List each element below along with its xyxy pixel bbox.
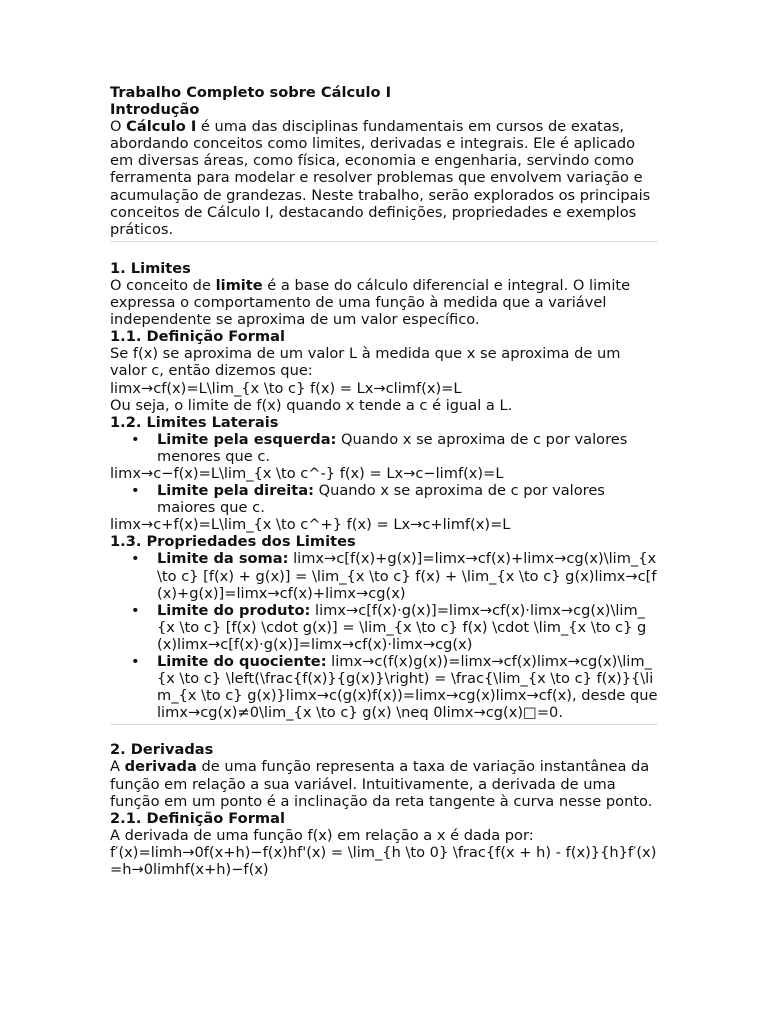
lateral-limits-list-2 bbox=[110, 482, 658, 516]
bullet-icon: • bbox=[131, 653, 140, 670]
intro-paragraph: O Cálculo I é uma das disciplinas fundamentais em cursos de exatas, abordando conceitos como limites, derivadas e integrais. Ele é aplicado em diversas áreas, como física, economia e engenharia, servindo como ferramenta para modelar e resolver problemas que envolvem variação e acumulação de grandezas. Neste trabalho, serão explorados os principais conceitos de Cálculo I, destacando definições, propriedades e exemplos práticos. bbox=[110, 118, 651, 238]
right-limit-formula: limx→c+f(x)=L\lim_{x \to c^+} f(x) = Lx→c+limf(x)=L bbox=[110, 516, 511, 534]
bullet-icon: • bbox=[131, 430, 140, 448]
section-divider bbox=[110, 724, 658, 725]
limits-formal-paragraph: Se f(x) se aproxima de um valor L à medida que x se aproxima de um valor c, então dizemos que: bbox=[110, 345, 621, 380]
list-item: • Limite da soma: limx→c[f(x)+g(x)]=limx→cf(x)+limx→cg(x)\lim_{x \to c} [f(x) + g(x)] = \lim_{x \to c} f(x) + \lim_{x \to c} g(x)limx→c[f(x)+g(x)]=limx→cf(x)+limx→cg(x) bbox=[131, 550, 657, 602]
section-divider bbox=[110, 241, 658, 242]
list-item: • Limite do quociente: limx→c(f(x)g(x))=limx→cf(x)limx→cg(x)\lim_{x \to c} \left(\frac{f(x)}{g(x)}\right) = \frac{\lim_{x \to c} f(x)}{\lim_{x \to c} g(x)}limx→c(g(x)f(x))=limx→cg(x)limx→cf(x), desde que limx→cg(x)≠0\lim_{x \to c} g(x) \neq 0limx→cg(x)□=0. bbox=[131, 653, 658, 722]
bullet-icon: • bbox=[131, 550, 140, 568]
limits-formal-heading: 1.1. Definição Formal bbox=[110, 328, 285, 346]
limits-heading: 1. Limites bbox=[110, 259, 191, 277]
derivatives-formal-formula: f′(x)=limh→0f(x+h)−f(x)hf'(x) = \lim_{h \to 0} \frac{f(x + h) - f(x)}{h}f′(x)=h→0limhf(x+h)−f(x) bbox=[110, 843, 657, 879]
list-item: • Limite pela direita: Quando x se aproxima de c por valores maiores que c. bbox=[131, 482, 605, 517]
document-title: Trabalho Completo sobre Cálculo I bbox=[110, 84, 392, 101]
limits-paragraph: O conceito de limite é a base do cálculo diferencial e integral. O limite expressa o comportamento de uma função à medida que a variável independente se aproxima de um valor específico. bbox=[110, 276, 631, 329]
bullet-icon: • bbox=[131, 601, 140, 619]
limits-props-heading: 1.3. Propriedades dos Limites bbox=[110, 533, 356, 551]
list-item: • Limite pela esquerda: Quando x se aproxima de c por valores menores que c. bbox=[131, 430, 628, 465]
intro-heading: Introdução bbox=[110, 101, 200, 119]
derivatives-paragraph: A derivada de uma função representa a taxa de variação instantânea da função em relação a sua variável. Intuitivamente, a derivada de uma função em um ponto é a inclinação da reta tangente à curva nesse ponto. bbox=[110, 758, 653, 810]
limits-bold-term: limite bbox=[215, 276, 263, 294]
derivatives-bold-term: derivada bbox=[124, 758, 197, 776]
limits-formal-formula: limx→cf(x)=L\lim_{x \to c} f(x) = Lx→climf(x)=L bbox=[110, 379, 462, 397]
bullet-icon: • bbox=[131, 482, 140, 500]
limit-properties-list bbox=[110, 550, 658, 721]
derivatives-formal-heading: 2.1. Definição Formal bbox=[110, 809, 285, 827]
limits-formal-paragraph-2: Ou seja, o limite de f(x) quando x tende a c é igual a L. bbox=[110, 396, 513, 414]
lateral-limits-list bbox=[110, 431, 658, 465]
intro-bold-term: Cálculo I bbox=[126, 118, 197, 136]
limits-lateral-heading: 1.2. Limites Laterais bbox=[110, 413, 279, 431]
list-item: • Limite do produto: limx→c[f(x)⋅g(x)]=limx→cf(x)⋅limx→cg(x)\lim_{x \to c} [f(x) \cdot g(x)] = \lim_{x \to c} f(x) \cdot \lim_{x \to c} g(x)limx→c[f(x)⋅g(x)]=limx→cf(x)⋅limx→cg(x) bbox=[131, 601, 647, 653]
document-page bbox=[110, 84, 658, 878]
derivatives-formal-paragraph: A derivada de uma função f(x) em relação a x é dada por: bbox=[110, 826, 534, 844]
derivatives-heading: 2. Derivadas bbox=[110, 741, 214, 759]
left-limit-formula: limx→c−f(x)=L\lim_{x \to c^-} f(x) = Lx→c−limf(x)=L bbox=[110, 464, 504, 482]
